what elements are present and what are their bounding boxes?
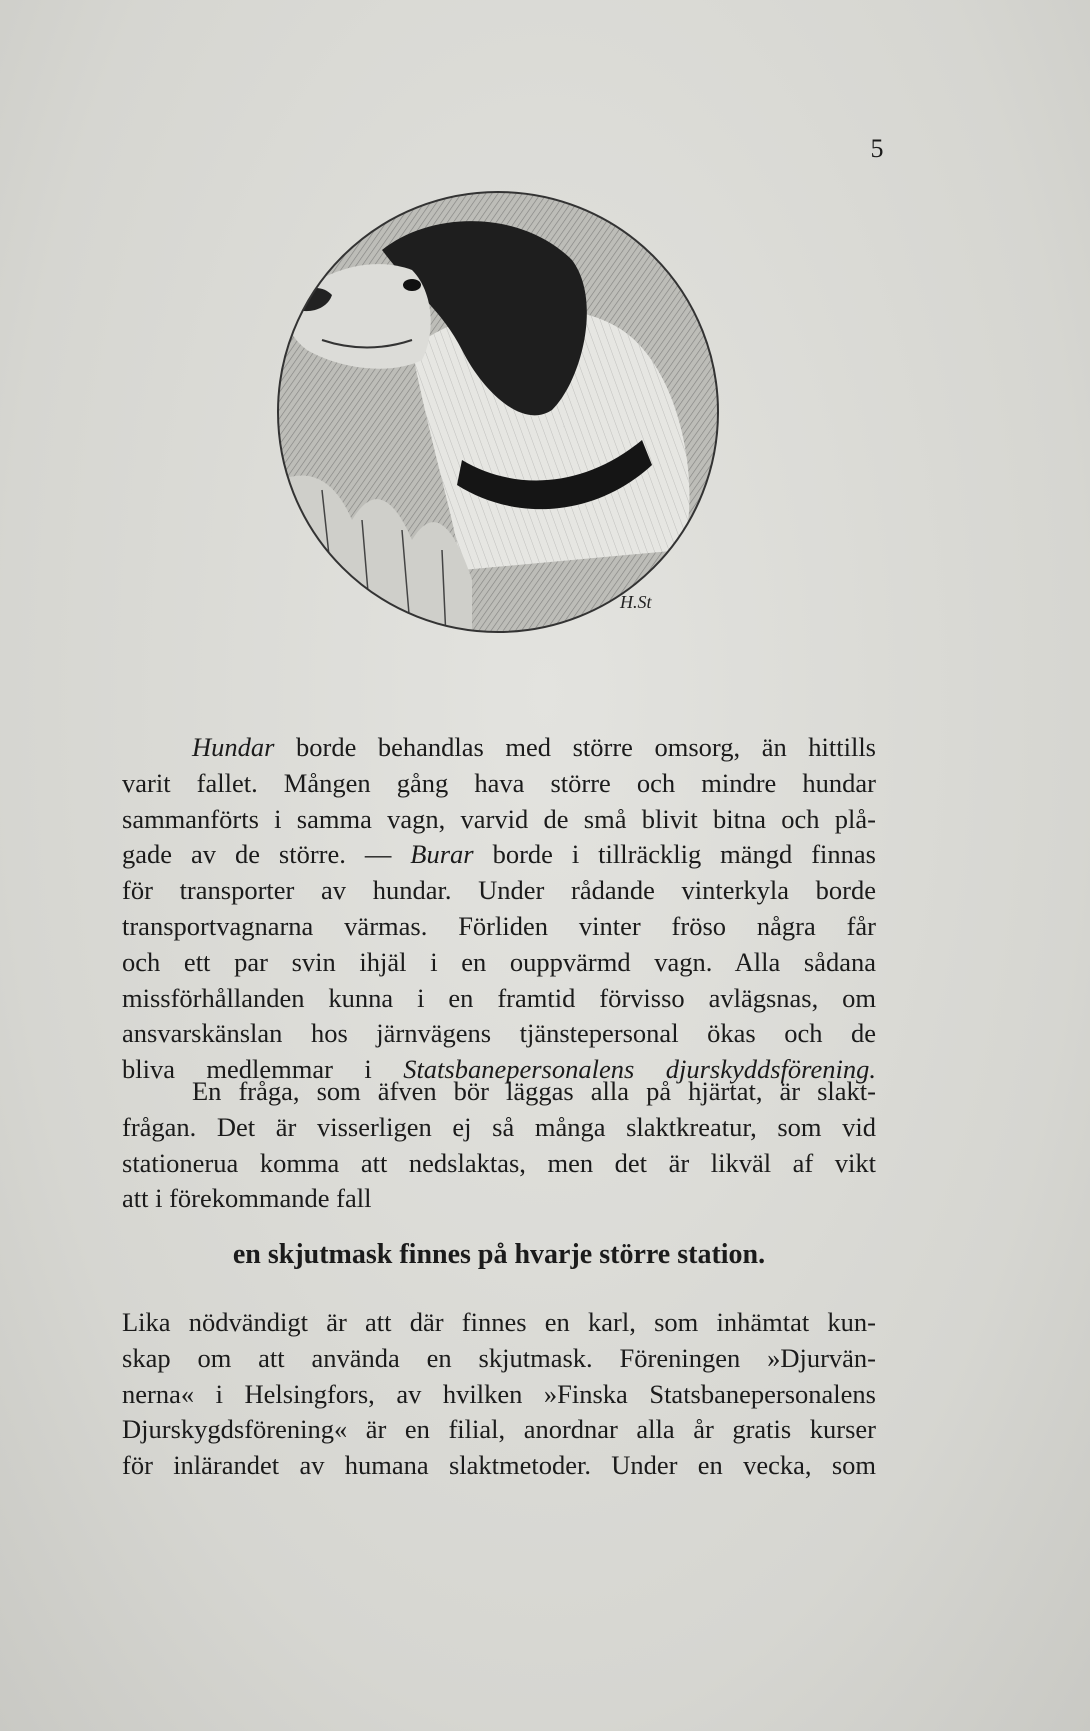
text-line: Djurskygdsförening« är en filial, anordnar alla år gratis kurser (122, 1414, 876, 1445)
text-line: missförhållanden kunna i en framtid förvisso avlägsnas, om (122, 982, 876, 1013)
text-line: bliva medlemmar i Statsbanepersonalens djurskyddsförening. (122, 1054, 876, 1085)
text-line: Hundar borde behandlas med större omsorg, än hittills (192, 732, 876, 762)
text-line: Lika nödvändigt är att där finnes en karl, som inhämtat kun- (122, 1307, 876, 1337)
text-line: nerna« i Helsingfors, av hvilken »Finska Statsbanepersonalens (122, 1378, 876, 1409)
paragraph-1 (122, 730, 876, 1088)
text-line: att i förekommande fall (122, 1183, 372, 1214)
text-line: sammanförts i samma vagn, varvid de små blivit bitna och plå- (122, 803, 876, 834)
text-line: frågan. Det är visserligen ej så många slaktkreatur, som vid (122, 1111, 876, 1142)
text-line: varit fallet. Mången gång hava större och mindre hundar (122, 767, 876, 798)
text-line: En fråga, som äfven bör läggas alla på hjärtat, är slakt- (192, 1076, 876, 1106)
text-line: för inlärandet av humana slaktmetoder. Under en vecka, som (122, 1450, 876, 1481)
page-number: 5 (870, 134, 884, 163)
paragraph-2 (122, 1074, 876, 1217)
text-line: transportvagnarna värmas. Förliden vinter fröso några får (122, 910, 876, 941)
text-line: skap om att använda en skjutmask. Föreningen »Djurvän- (122, 1342, 876, 1373)
dog-portrait-illustration (262, 190, 734, 672)
illustration-signature: H.St (620, 592, 652, 612)
text-line: och ett par svin ihjäl i en ouppvärmd vagn. Alla sådana (122, 946, 876, 977)
section-heading: en skjutmask finnes på hvarje större station. (232, 1239, 766, 1270)
text-line: för transporter av hundar. Under rådande vinterkyla borde (122, 875, 876, 906)
text-line: ansvarskänslan hos järnvägens tjänstepersonal ökas och de (122, 1018, 876, 1049)
text-line: gade av de större. — Burar borde i tillräcklig mängd finnas (122, 839, 876, 870)
text-line: stationerua komma att nedslaktas, men det är likväl af vikt (122, 1147, 876, 1178)
paragraph-3 (122, 1305, 876, 1484)
